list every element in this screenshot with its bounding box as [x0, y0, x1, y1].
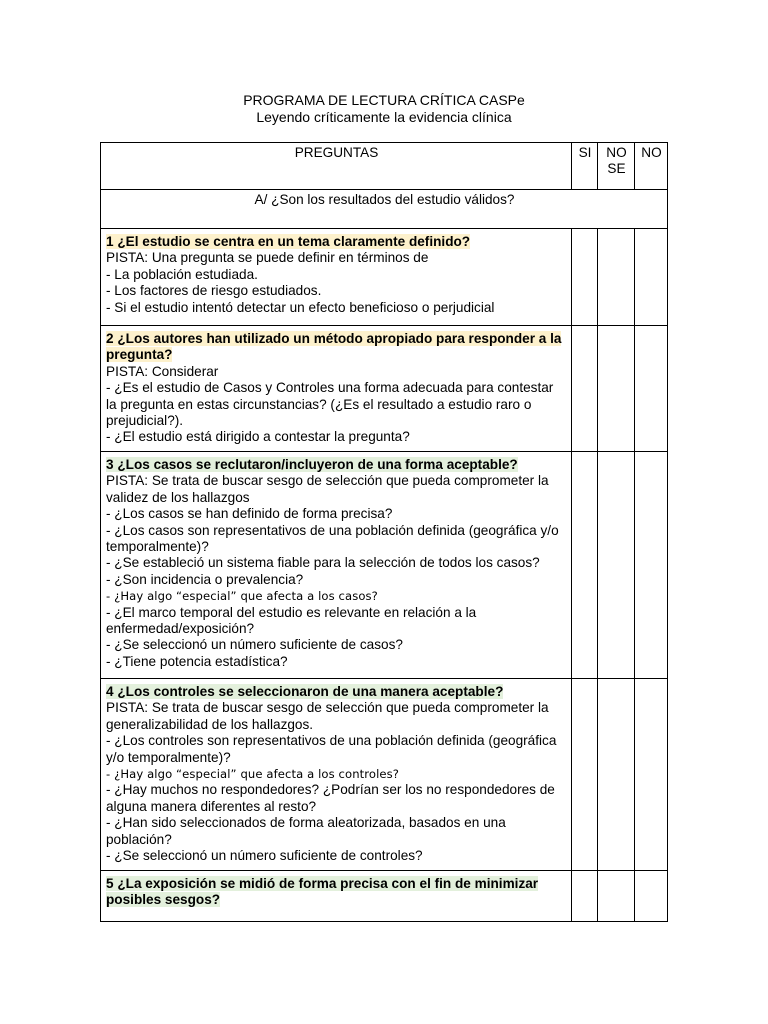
question-4-line: - ¿Se seleccionó un número suficiente de controles?: [106, 848, 423, 864]
question-3-line: - ¿Se estableció un sistema fiable para la selección de todos los casos?: [106, 555, 540, 571]
question-row-2: [101, 326, 668, 452]
column-header-questions: PREGUNTAS: [101, 143, 572, 190]
question-1-line: PISTA: Una pregunta se puede definir en términos de: [106, 250, 429, 266]
answer-no-4[interactable]: [635, 679, 668, 871]
question-cell-4: [101, 679, 572, 871]
question-2-line: - ¿Es el estudio de Casos y Controles una forma adecuada para contestar la pregunta en estas circunstancias? (¿Es el resultado a estudio raro o prejudicial?).: [106, 380, 554, 429]
question-3-line: - ¿Tiene potencia estadística?: [106, 653, 288, 669]
question-row-5: [101, 871, 668, 922]
answer-no-2[interactable]: [635, 326, 668, 452]
question-2-line: - ¿El estudio está dirigido a contestar la pregunta?: [106, 429, 410, 445]
answer-si-5[interactable]: [572, 871, 598, 922]
answer-si-1[interactable]: [572, 229, 598, 326]
question-4-line: - ¿Los controles son representativos de una población definida (geográfica y/o temporalmente)?: [106, 733, 557, 765]
question-4-line: - ¿Han sido seleccionados de forma aleatorizada, basados en una población?: [106, 815, 506, 847]
question-row-4: [101, 679, 668, 871]
question-3-line: - ¿Los casos se han definido de forma precisa?: [106, 506, 393, 522]
answer-no-se-1[interactable]: [598, 229, 635, 326]
table-header-row: [101, 143, 668, 190]
question-2-line: PISTA: Considerar: [106, 363, 219, 379]
question-cell-5: [101, 871, 572, 922]
question-title-4: 4 ¿Los controles se seleccionaron de una manera aceptable?: [106, 684, 504, 699]
question-3-line: - ¿El marco temporal del estudio es relevante en relación a la enfermedad/exposición?: [106, 604, 477, 637]
question-4-line: - ¿Hay algo “especial” que afecta a los controles?: [106, 767, 400, 782]
question-title-5: 5 ¿La exposición se midió de forma precisa con el fin de minimizar posibles sesgos?: [106, 876, 539, 908]
column-header-no-se-line2: SE: [607, 161, 626, 177]
answer-no-se-5[interactable]: [598, 871, 635, 922]
section-row-a: [101, 190, 668, 229]
column-header-no-se-line1: NO: [606, 145, 627, 160]
document-subtitle: Leyendo críticamente la evidencia clínica: [256, 109, 512, 125]
answer-no-3[interactable]: [635, 452, 668, 679]
question-1-line: - La población estudiada.: [106, 266, 258, 282]
column-header-si: SI: [572, 143, 598, 190]
question-cell-3: [101, 452, 572, 679]
question-3-line: - ¿Son incidencia o prevalencia?: [106, 571, 304, 587]
answer-no-1[interactable]: [635, 229, 668, 326]
document-title: PROGRAMA DE LECTURA CRÍTICA CASPe: [243, 92, 525, 108]
question-row-3: [101, 452, 668, 679]
column-header-no-se: [598, 143, 635, 190]
question-title-3: 3 ¿Los casos se reclutaron/incluyeron de una forma aceptable?: [106, 457, 518, 472]
answer-no-se-2[interactable]: [598, 326, 635, 452]
answer-no-se-4[interactable]: [598, 679, 635, 871]
question-1-line: - Los factores de riesgo estudiados.: [106, 283, 322, 299]
section-a-title: A/ ¿Son los resultados del estudio válidos?: [101, 190, 668, 229]
question-3-line: - ¿Se seleccionó un número suficiente de casos?: [106, 637, 403, 653]
question-1-line: - Si el estudio intentó detectar un efecto beneficioso o perjudicial: [106, 299, 495, 315]
question-row-1: [101, 229, 668, 326]
question-cell-1: [101, 229, 572, 326]
question-4-line: - ¿Hay muchos no respondedores? ¿Podrían ser los no respondedores de alguna manera diferentes al resto?: [106, 782, 555, 814]
question-3-line: PISTA: Se trata de buscar sesgo de selección que pueda comprometer la validez de los hallazgos: [106, 473, 549, 505]
answer-si-2[interactable]: [572, 326, 598, 452]
question-3-line: - ¿Los casos son representativos de una población definida (geográfica y/o temporalmente)?: [106, 522, 559, 555]
answer-si-3[interactable]: [572, 452, 598, 679]
answer-no-5[interactable]: [635, 871, 668, 922]
question-3-line: - ¿Hay algo “especial” que afecta a los casos?: [106, 589, 378, 604]
answer-no-se-3[interactable]: [598, 452, 635, 679]
answer-si-4[interactable]: [572, 679, 598, 871]
question-cell-2: [101, 326, 572, 452]
checklist-table: [100, 142, 668, 922]
column-header-no: NO: [635, 143, 668, 190]
question-title-1: 1 ¿El estudio se centra en un tema claramente definido?: [106, 234, 471, 249]
question-4-line: PISTA: Se trata de buscar sesgo de selección que pueda comprometer la generalizabilidad de los hallazgos.: [106, 700, 549, 732]
document-header: [0, 92, 768, 126]
question-title-2: 2 ¿Los autores han utilizado un método apropiado para responder a la pregunta?: [106, 331, 562, 363]
